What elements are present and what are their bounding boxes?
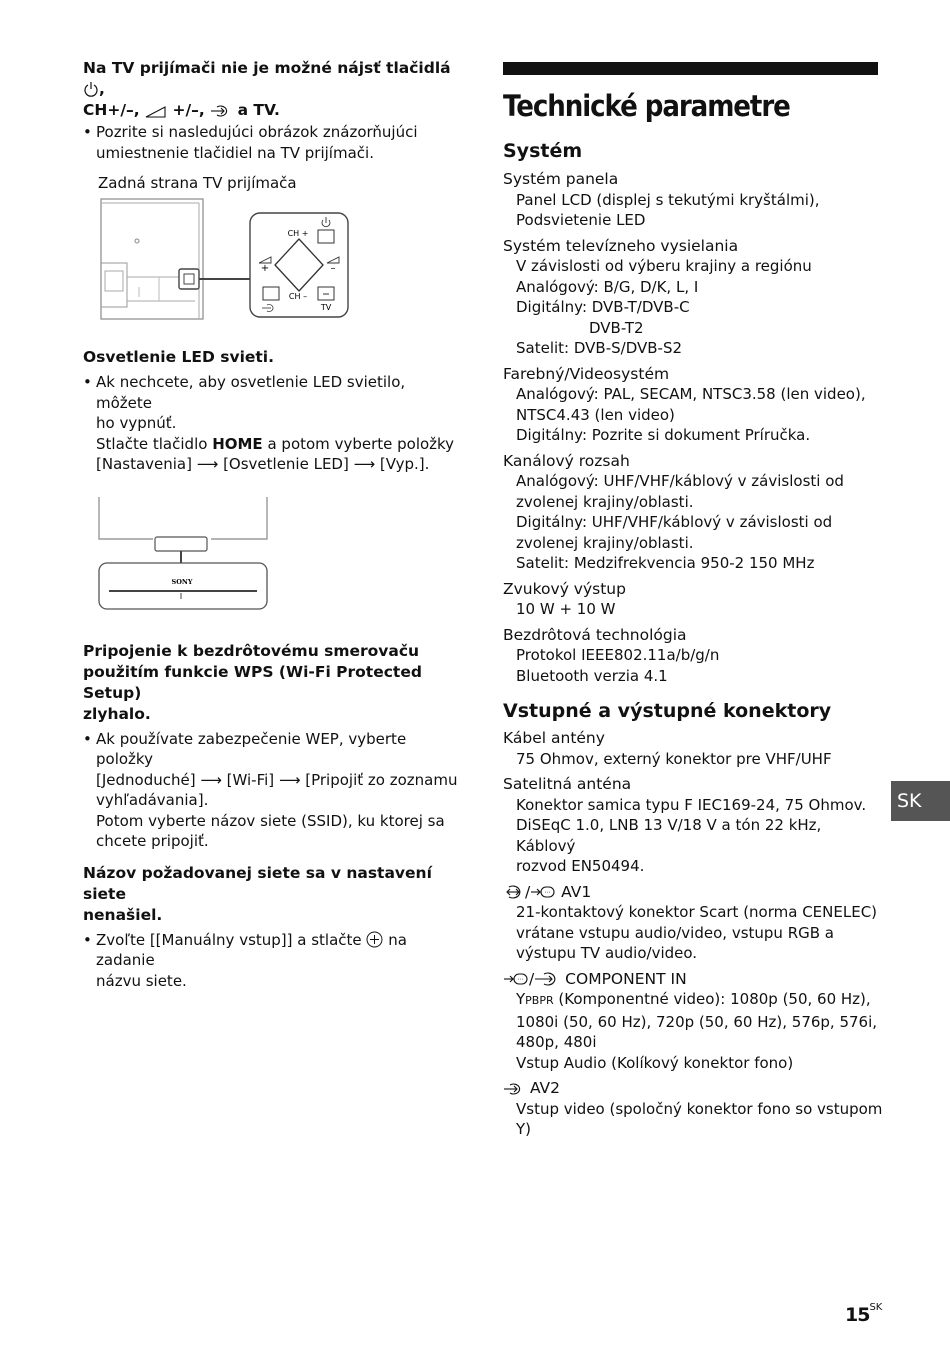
section-wps <box>83 641 463 852</box>
spec-term: AV2 <box>503 1078 883 1099</box>
spec-value: Podsvietenie LED <box>516 211 646 229</box>
spec-value: Panel LCD (displej s tekutými kryštálmi), <box>516 190 820 209</box>
spec-value: 10 W + 10 W <box>516 600 616 618</box>
figure-caption: Zadná strana TV prijímača <box>98 174 297 192</box>
spec-term: ··· / COMPONENT IN <box>503 969 883 990</box>
spec-value: Vstup Audio (Kolíkový konektor fono) <box>516 1053 794 1072</box>
arrow-icon: ⟶ <box>196 455 219 473</box>
arrow-icon: ⟶ <box>278 770 301 789</box>
section-subheading: Systém <box>503 140 583 162</box>
spec-term: Bezdrôtová technológia <box>503 625 687 644</box>
sony-logo: SONY <box>171 577 193 586</box>
spec-value: Vstup video (spoločný konektor fono so vstupom Y) <box>516 1099 883 1138</box>
tv-rear-buttons-diagram <box>99 197 369 322</box>
section-heading: Pripojenie k bezdrôtovému smerovaču použitím funkcie WPS (Wi-Fi Protected Setup) zlyhalo. <box>83 641 422 723</box>
language-tab: SK <box>891 781 950 821</box>
spec-value: Digitálny: UHF/VHF/káblový v závislosti od <box>516 513 833 531</box>
spec-value: 1080i (50, 60 Hz), 720p (50, 60 Hz), 576p, 576i, <box>516 1012 878 1031</box>
spec-value: rozvod EN50494. <box>516 857 645 875</box>
spec-value: Bluetooth verzia 4.1 <box>516 666 668 685</box>
spec-value: zvolenej krajiny/oblasti. <box>516 492 694 511</box>
spec-group <box>503 882 883 964</box>
section-led <box>83 347 463 615</box>
spec-group <box>503 774 883 877</box>
bullet-item: • Zvoľte [[Manuálny vstup]] a stlačte na zadanie názvu siete. <box>83 930 463 992</box>
video-in-icon <box>503 1082 525 1096</box>
spec-value: 480p, 480i <box>516 1033 597 1051</box>
spec-value: Digitálny: Pozrite si dokument Príručka. <box>516 426 811 444</box>
svg-text:···: ··· <box>544 889 551 896</box>
tv-label: TV <box>320 303 332 312</box>
input-icon <box>210 104 232 118</box>
audio-in-icon <box>534 971 560 987</box>
spec-group <box>503 579 883 620</box>
section-subheading: Vstupné a výstupné konektory <box>503 700 832 722</box>
spec-value: 21-kontaktový konektor Scart (norma CENELEC) <box>516 903 878 921</box>
scart-inout-icon <box>503 884 525 900</box>
spec-term: Kanálový rozsah <box>503 451 630 470</box>
ch-minus-label: CH – <box>288 292 308 301</box>
right-column <box>503 62 883 1145</box>
svg-text:···: ··· <box>517 976 524 983</box>
bullet-item: • Ak používate zabezpečenie WEP, vyberte položky [Jednoduché] ⟶ [Wi-Fi] ⟶ [Pripojiť zo zoznamu vyhľadávania]. Potom vyberte názov siete (SSID), ku ktorej sa chcete pripojiť. <box>83 729 463 852</box>
section-heading: Názov požadovanej siete sa v nastavení siete nenašiel. <box>83 863 432 924</box>
spec-group <box>503 451 883 574</box>
spec-value: vrátane vstupu audio/video, vstupu RGB a <box>516 923 834 942</box>
section-heading: Osvetlenie LED svieti. <box>83 348 275 366</box>
spec-value: Konektor samica typu F IEC169-24, 75 Ohmov. <box>516 795 867 814</box>
spec-term: / ··· AV1 <box>503 882 883 903</box>
vol-minus-label: – <box>330 263 336 274</box>
section-heading: Na TV prijímači nie je možné nájsť tlačidlá , CH+/–, +/–, a TV. <box>83 59 451 119</box>
spec-value: Digitálny: DVB-T/DVB-C <box>516 298 690 316</box>
bullet-item: • Pozrite si nasledujúci obrázok znázorňujúci umiestnenie tlačidiel na TV prijímači. <box>83 122 463 163</box>
spec-term: Kábel antény <box>503 729 605 747</box>
spec-value: Analógový: PAL, SECAM, NTSC3.58 (len video), <box>516 385 866 403</box>
title-rule <box>503 62 878 75</box>
page-number: $15^{SK}$ <box>845 1302 883 1326</box>
spec-group <box>503 1078 883 1140</box>
vol-plus-label: + <box>260 263 270 274</box>
spec-term: Satelitná anténa <box>503 775 632 793</box>
spec-value: Satelit: Medzifrekvencia 950-2 150 MHz <box>516 554 815 572</box>
tv-front-led-diagram <box>97 495 272 615</box>
enter-button-icon <box>366 931 383 948</box>
spec-term: Farebný/Videosystém <box>503 364 670 383</box>
arrow-icon: ⟶ <box>353 455 376 473</box>
bullet-item: • Ak nechcete, aby osvetlenie LED svietilo, môžete ho vypnúť. Stlačte tlačidlo HOME a potom vyberte položky [Nastavenia] ⟶ [Osvetlenie LED] ⟶ [Vyp.]. <box>83 372 463 475</box>
component-video-icon <box>503 971 529 987</box>
io-section <box>503 700 883 1140</box>
spec-group <box>503 364 883 446</box>
spec-value: NTSC4.43 (len video) <box>516 405 675 424</box>
spec-group <box>503 728 883 769</box>
volume-icon <box>145 106 167 118</box>
spec-term: Systém panela <box>503 170 619 188</box>
arrow-icon: ⟶ <box>200 770 222 789</box>
spec-group <box>503 236 883 359</box>
spec-value: YPBPR (Komponentné video): 1080p (50, 60 Hz), <box>516 990 871 1008</box>
spec-value: výstupu TV audio/video. <box>516 944 698 962</box>
left-column <box>83 58 463 991</box>
spec-group <box>503 969 883 1074</box>
spec-value: Analógový: UHF/VHF/káblový v závislosti od <box>516 472 844 490</box>
section-network-name <box>83 863 463 992</box>
spec-value: 75 Ohmov, externý konektor pre VHF/UHF <box>516 749 832 768</box>
system-section <box>503 140 883 686</box>
spec-term: Zvukový výstup <box>503 579 626 598</box>
spec-value: Satelit: DVB-S/DVB-S2 <box>516 339 683 357</box>
spec-value: Protokol IEEE802.11a/b/g/n <box>516 646 720 664</box>
page-title: Technické parametre <box>503 89 790 123</box>
ch-plus-label: CH + <box>287 229 309 238</box>
scart-out-icon <box>530 884 556 900</box>
spec-value: zvolenej krajiny/oblasti. <box>516 533 694 552</box>
section-no-buttons <box>83 58 463 322</box>
power-icon <box>83 81 99 97</box>
spec-value: Analógový: B/G, D/K, L, I <box>516 277 699 296</box>
spec-value: DiSEqC 1.0, LNB 13 V/18 V a tón 22 kHz, Káblový <box>516 816 822 855</box>
spec-group <box>503 169 883 231</box>
spec-term: Systém televízneho vysielania <box>503 236 739 255</box>
spec-group <box>503 625 883 687</box>
spec-value: DVB-T2 <box>589 318 644 337</box>
spec-value: V závislosti od výberu krajiny a regiónu <box>516 257 812 275</box>
